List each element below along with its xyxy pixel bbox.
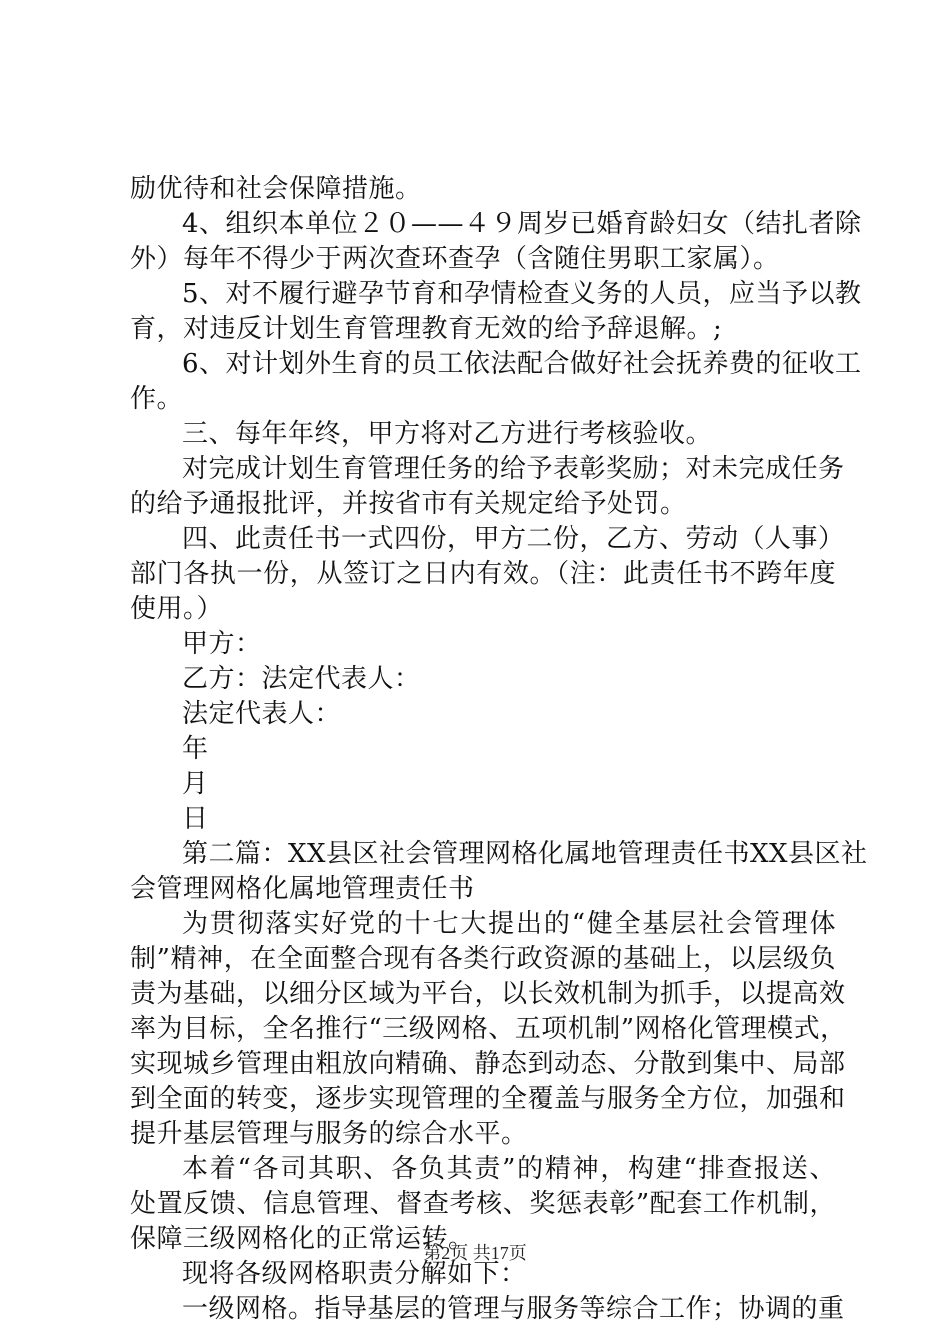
date-year: 年 [182, 734, 209, 764]
text-line: 实现城乡管理由粗放向精确、静态到动态、分散到集中、局部 [130, 1049, 846, 1079]
date-day: 日 [182, 804, 209, 834]
text-line: 处置反馈、信息管理、督查考核、奖惩表彰”配套工作机制， [130, 1189, 836, 1219]
text-line: 现将各级网格职责分解如下： [182, 1259, 527, 1289]
document-body [130, 172, 868, 1327]
signature-legal-rep: 法定代表人： [182, 699, 342, 729]
text-line: 一级网格。指导基层的管理与服务等综合工作；协调的重 [182, 1294, 845, 1324]
section-heading: 第二篇：XX县区社会管理网格化属地管理责任书XX县区社 [182, 839, 868, 869]
text-line: 5、对不履行避孕节育和孕情检查义务的人员，应当予以教 [182, 279, 862, 309]
text-line: 的给予通报批评，并按省市有关规定给予处罚。 [130, 489, 687, 519]
page-number: 第2页 共17页 [423, 1243, 527, 1263]
text-line: 外）每年不得少于两次查环查孕（含随住男职工家属）。 [130, 244, 780, 274]
text-line: 率为目标，全名推行“三级网格、五项机制”网格化管理模式， [130, 1014, 847, 1044]
text-line: 使用。） [130, 594, 224, 624]
text-line: 6、对计划外生育的员工依法配合做好社会抚养费的征收工 [182, 349, 862, 379]
text-line: 部门各执一份，从签订之日内有效。（注：此责任书不跨年度 [130, 559, 836, 589]
text-line: 作。 [130, 384, 184, 414]
text-line: 4、组织本单位２０——４９周岁已婚育龄妇女（结扎者除 [182, 209, 862, 239]
text-line: 励优待和社会保障措施。 [130, 174, 422, 204]
text-line: 提升基层管理与服务的综合水平。 [130, 1119, 528, 1149]
signature-party-a: 甲方： [182, 629, 262, 659]
text-line: 制”精神，在全面整合现有各类行政资源的基础上，以层级负 [130, 944, 836, 974]
text-line: 育，对违反计划生育管理教育无效的给予辞退解。; [130, 314, 723, 344]
date-month: 月 [182, 769, 209, 799]
page-footer [0, 1241, 950, 1265]
text-line: 三、每年年终，甲方将对乙方进行考核验收。 [182, 419, 713, 449]
text-line: 到全面的转变，逐步实现管理的全覆盖与服务全方位，加强和 [130, 1084, 846, 1114]
text-line: 对完成计划生育管理任务的给予表彰奖励；对未完成任务 [182, 454, 845, 484]
text-line: 四、此责任书一式四份，甲方二份，乙方、劳动（人事） [182, 524, 845, 554]
text-line: 本着“各司其职、各负其责”的精神，构建“排查报送、 [182, 1154, 836, 1184]
section-heading-cont: 会管理网格化属地管理责任书 [130, 874, 475, 904]
text-line: 为贯彻落实好党的十七大提出的“健全基层社会管理体 [182, 909, 836, 939]
text-line: 保障三级网格化的正常运转。 [130, 1224, 475, 1254]
text-line: 责为基础，以细分区域为平台，以长效机制为抓手，以提高效 [130, 979, 846, 1009]
signature-party-b: 乙方：法定代表人： [182, 664, 421, 694]
